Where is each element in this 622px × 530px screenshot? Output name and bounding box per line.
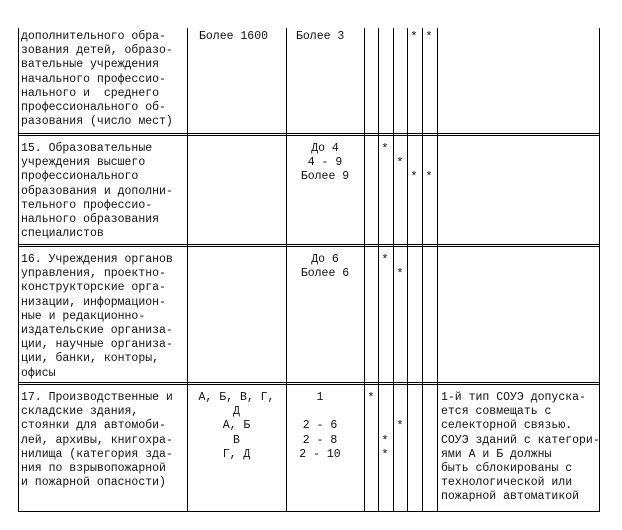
column-divider [437, 28, 438, 512]
alarm-type-mark: * [381, 447, 389, 462]
row-parameter: А, Б, В, Г, Д А, Б В Г, Д [198, 391, 275, 461]
row-divider [18, 244, 600, 245]
alarm-type-mark: * [381, 433, 389, 448]
row-value: 1 2 - 6 2 - 8 2 - 10 [299, 391, 341, 461]
row-parameter: Более 1600 [199, 30, 269, 43]
row-value: Более 3 [296, 30, 345, 43]
alarm-type-mark: * [425, 170, 433, 185]
row-divider [18, 384, 600, 385]
row-divider [18, 382, 600, 383]
row-description: 16. Учреждения органов управления, проектно- конструкторские орга- низации, информацион- ные и редакционно- издательские организа- ции, научные организа- ции, банки, конторы, офисы [21, 253, 173, 380]
row-note: 1-й тип СОУЭ допуска- ется совмещать с селекторной связью. СОУЭ зданий с категори- ями А и Б должны быть сблокированы с технологической или пожарной автоматикой [441, 391, 600, 504]
row-value: До 6 Более 6 [300, 253, 350, 281]
row-divider [18, 135, 600, 136]
row-description: дополнительного обра- зования детей, образо- вательные учреждения начального профессио- нального и среднего профессионального об- разования (число мест) [21, 30, 173, 129]
column-divider [422, 28, 423, 512]
alarm-type-mark: * [410, 30, 418, 44]
alarm-type-mark: * [425, 30, 433, 44]
row-divider [18, 133, 600, 134]
alarm-type-mark: * [396, 419, 404, 434]
column-divider [407, 28, 408, 512]
row-description: 17. Производственные и складские здания, стоянки для автомоби- лей, архивы, книгохра- нилища (категория зда- ния по взрывопожарной и пожарной опасности) [21, 391, 173, 490]
table-border-left [18, 28, 19, 512]
alarm-type-mark: * [410, 170, 418, 185]
column-divider [364, 28, 365, 512]
row-description: 15. Образовательные учреждения высшего профессионального образования и дополни- тельного профессио- нального образования специалистов [21, 142, 173, 241]
alarm-type-mark: * [381, 253, 389, 267]
alarm-type-mark: * [396, 267, 404, 282]
alarm-type-mark: * [381, 142, 389, 156]
table-border-bottom [18, 511, 600, 512]
row-value: До 4 4 - 9 Более 9 [300, 142, 350, 184]
alarm-type-mark: * [367, 391, 375, 405]
alarm-type-mark: * [396, 156, 404, 171]
row-divider [18, 246, 600, 247]
